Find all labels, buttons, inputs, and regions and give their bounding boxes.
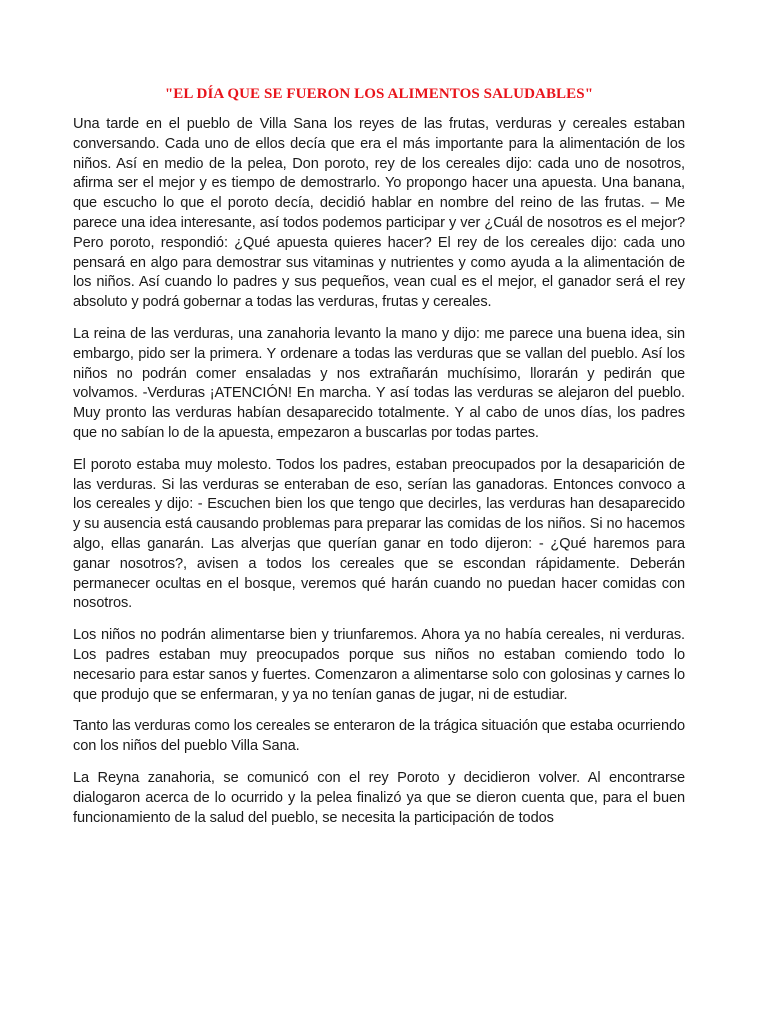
paragraph-4: Los niños no podrán alimentarse bien y triunfaremos. Ahora ya no había cereales, ni verduras. Los padres estaban muy preocupados porque sus niños no estaban comiendo todo lo necesario para estar sanos y fuertes. Comenzaron a alimentarse solo con golosinas y carnes lo que produjo que se enfermaran, y ya no tenían ganas de jugar, ni de estudiar. [73, 627, 685, 703]
paragraph-6: La Reyna zanahoria, se comunicó con el rey Poroto y decidieron volver. Al encontrarse dialogaron acerca de lo ocurrido y la pelea finalizó ya que se dieron cuenta que, para el buen funcionamiento de la salud del pueblo, se necesita la participación de todos [73, 769, 685, 826]
paragraph-1: Una tarde en el pueblo de Villa Sana los reyes de las frutas, verduras y cereales estaban conversando. Cada uno de ellos decía que era el más importante para la alimentación de los niños. Así en medio de la pelea, Don poroto, rey de los cereales dijo: cada uno de nosotros, afirma ser el mejor y es tiempo de demostrarlo. Yo propongo hacer una apuesta. Una banana, que escucho lo que el poroto decía, decidió hablar en nombre del reino de las frutas. – Me parece una idea interesante, así todos podemos participar y ver ¿Cuál de nosotros es el mejor? Pero poroto, respondió: ¿Qué apuesta quieres hacer? El rey de los cereales dijo: cada uno pensará en algo para demostrar sus vitaminas y nutrientes y como ayuda a la alimentación de los niños. Así cuando lo padres y sus pequeños, vean cual es el mejor, el ganador será el rey absoluto y podrá gobernar a todas las verduras, frutas y cereales. [73, 116, 685, 311]
document-title: "EL DÍA QUE SE FUERON LOS ALIMENTOS SALUDABLES" [164, 86, 594, 102]
document-page [73, 82, 685, 840]
paragraph-2: La reina de las verduras, una zanahoria levanto la mano y dijo: me parece una buena idea, sin embargo, pido ser la primera. Y ordenare a todas las verduras que se vallan del pueblo. Así los niños no podrán comer ensaladas y nos extrañarán muchísimo, llorarán y pedirán que volvamos. -Verduras ¡ATENCIÓN! En marcha. Y así todas las verduras se alejaron del pueblo. Muy pronto las verduras habían desaparecido totalmente. Y al cabo de unos días, los padres que no sabían lo de la apuesta, empezaron a buscarlas por todas partes. [73, 325, 685, 441]
paragraph-5: Tanto las verduras como los cereales se enteraron de la trágica situación que estaba ocurriendo con los niños del pueblo Villa Sana. [73, 718, 685, 755]
paragraph-3: El poroto estaba muy molesto. Todos los padres, estaban preocupados por la desaparición de las verduras. Si las verduras se enteraban de eso, serían las ganadoras. Entonces convoco a los cereales y dijo: - Escuchen bien los que tengo que decirles, las verduras han desaparecido y su ausencia está causando problemas para preparar las comidas de los niños. Si no hacemos algo, ellas ganarán. Las alverjas que querían ganar en todo dijeron: - ¿Qué haremos para ganar nosotros?, avisen a todos los cereales que se escondan rápidamente. Deberán permanecer ocultas en el bosque, veremos qué harán cuando no puedan hacer comidas con nosotros. [73, 456, 685, 612]
